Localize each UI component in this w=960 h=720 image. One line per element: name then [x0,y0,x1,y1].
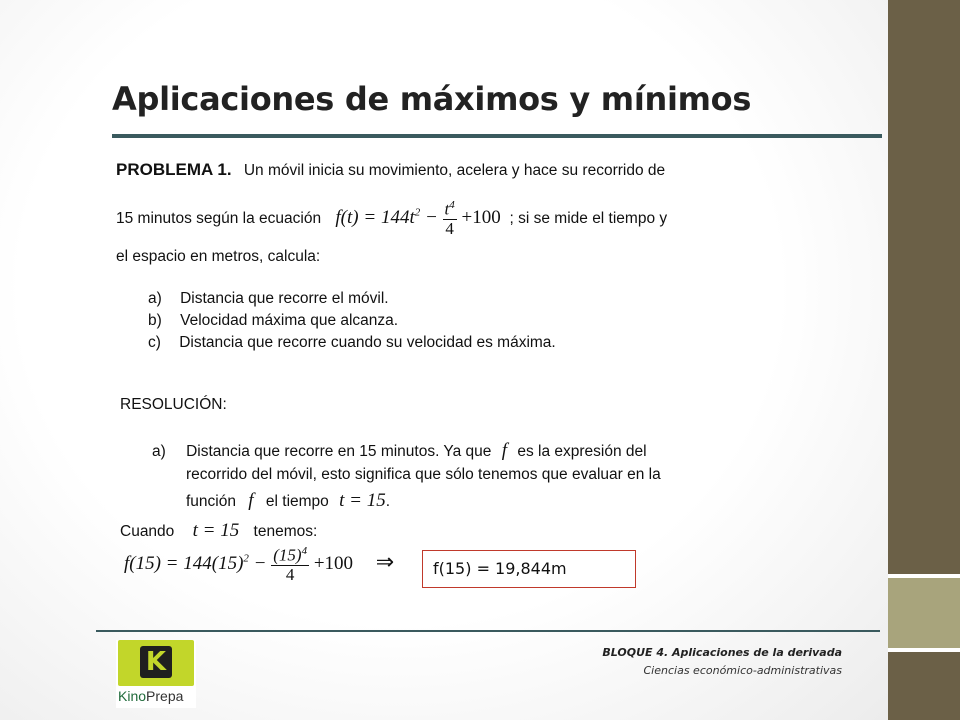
eval-fraction-denominator: 4 [285,564,295,584]
cuando-line [120,520,317,542]
equation [335,199,505,238]
fraction-denominator: 4 [445,218,454,238]
fraction-numerator: t [444,199,450,219]
problem-item-b [148,312,398,330]
cuando-t: t = 15 [192,520,240,541]
logo-prepa: Prepa [146,688,184,704]
problem-line-1 [116,160,665,180]
item-text: Distancia que recorre cuando su velocidad es máxima. [179,334,556,351]
sidebar-accent-block [888,578,960,648]
resolution-label: RESOLUCIÓN: [120,396,227,413]
logo-letter: K [140,646,172,678]
sidebar-divider-bottom [888,648,960,652]
logo-mark [118,640,194,686]
answer-box [422,550,636,588]
kinoprepa-logo [116,640,196,708]
problem-label: PROBLEMA 1. [116,160,232,179]
eval-minus: − [253,553,267,575]
problem-image [116,150,776,610]
equation-fraction [443,200,457,237]
equation-minus: − [424,207,438,229]
eval-fraction-exponent: 4 [301,545,308,557]
item-marker: a) [148,290,162,307]
resolution-a-line-1 [152,440,647,462]
problem-intro-2a: 15 minutos según la ecuación [116,210,322,228]
item-text: Velocidad máxima que alcanza. [180,312,399,329]
logo-kino: Kino [118,688,147,704]
slide-title: Aplicaciones de máximos y mínimos [112,80,752,118]
problem-item-c [148,334,556,352]
footer-rule [96,630,880,632]
item-marker: c) [148,334,161,351]
equation-lhs: f(t) = 144t [335,207,415,229]
item-text: Distancia que recorre el móvil. [180,290,389,307]
resolution-a-text-3b: el tiempo [265,493,329,510]
eval-exponent: 2 [243,552,249,565]
resolution-t15: t = 15 [339,490,386,511]
implies-arrow: ⇒ [375,549,395,575]
problem-line-2 [116,200,667,237]
problem-item-a [148,290,389,308]
evaluation-equation [124,546,394,583]
problem-intro-2b: ; si se mide el tiempo y [509,210,668,228]
resolution-f: f [501,440,508,461]
problem-intro-3: el espacio en metros, calcula: [116,248,321,265]
fraction-numerator-exponent: 4 [449,199,455,211]
item-marker: b) [148,312,162,329]
tenemos-label: tenemos: [253,523,318,540]
resolution-a-text-3a: función [186,493,236,510]
equation-exponent: 2 [414,206,421,219]
resolution-a-marker: a) [152,443,166,460]
resolution-a-text-1b: es la expresión del [517,443,647,460]
equation-tail: +100 [461,207,501,229]
resolution-f-2: f [248,490,254,511]
footer-title: BLOQUE 4. Aplicaciones de la derivada [602,646,842,659]
problem-intro-1: Un móvil inicia su movimiento, acelera y hace su recorrido de [243,162,666,179]
resolution-dot: . [385,493,391,510]
resolution-a-text-1a: Distancia que recorre en 15 minutos. Ya que [186,443,492,460]
answer-text: f(15) = 19,844m [433,559,567,578]
eval-fraction-numerator: (15) [273,545,302,565]
logo-wordmark [118,688,183,704]
eval-fraction [271,546,309,583]
resolution-a-line-2: recorrido del móvil, esto significa que sólo tenemos que evaluar en la [186,466,661,483]
eval-lhs: f(15) = 144(15) [124,553,244,575]
eval-tail: +100 [313,553,354,575]
footer-subtitle: Ciencias económico-administrativas [643,664,842,677]
title-underline [112,134,882,138]
resolution-a-line-3 [186,490,390,512]
cuando-label: Cuando [120,523,175,540]
